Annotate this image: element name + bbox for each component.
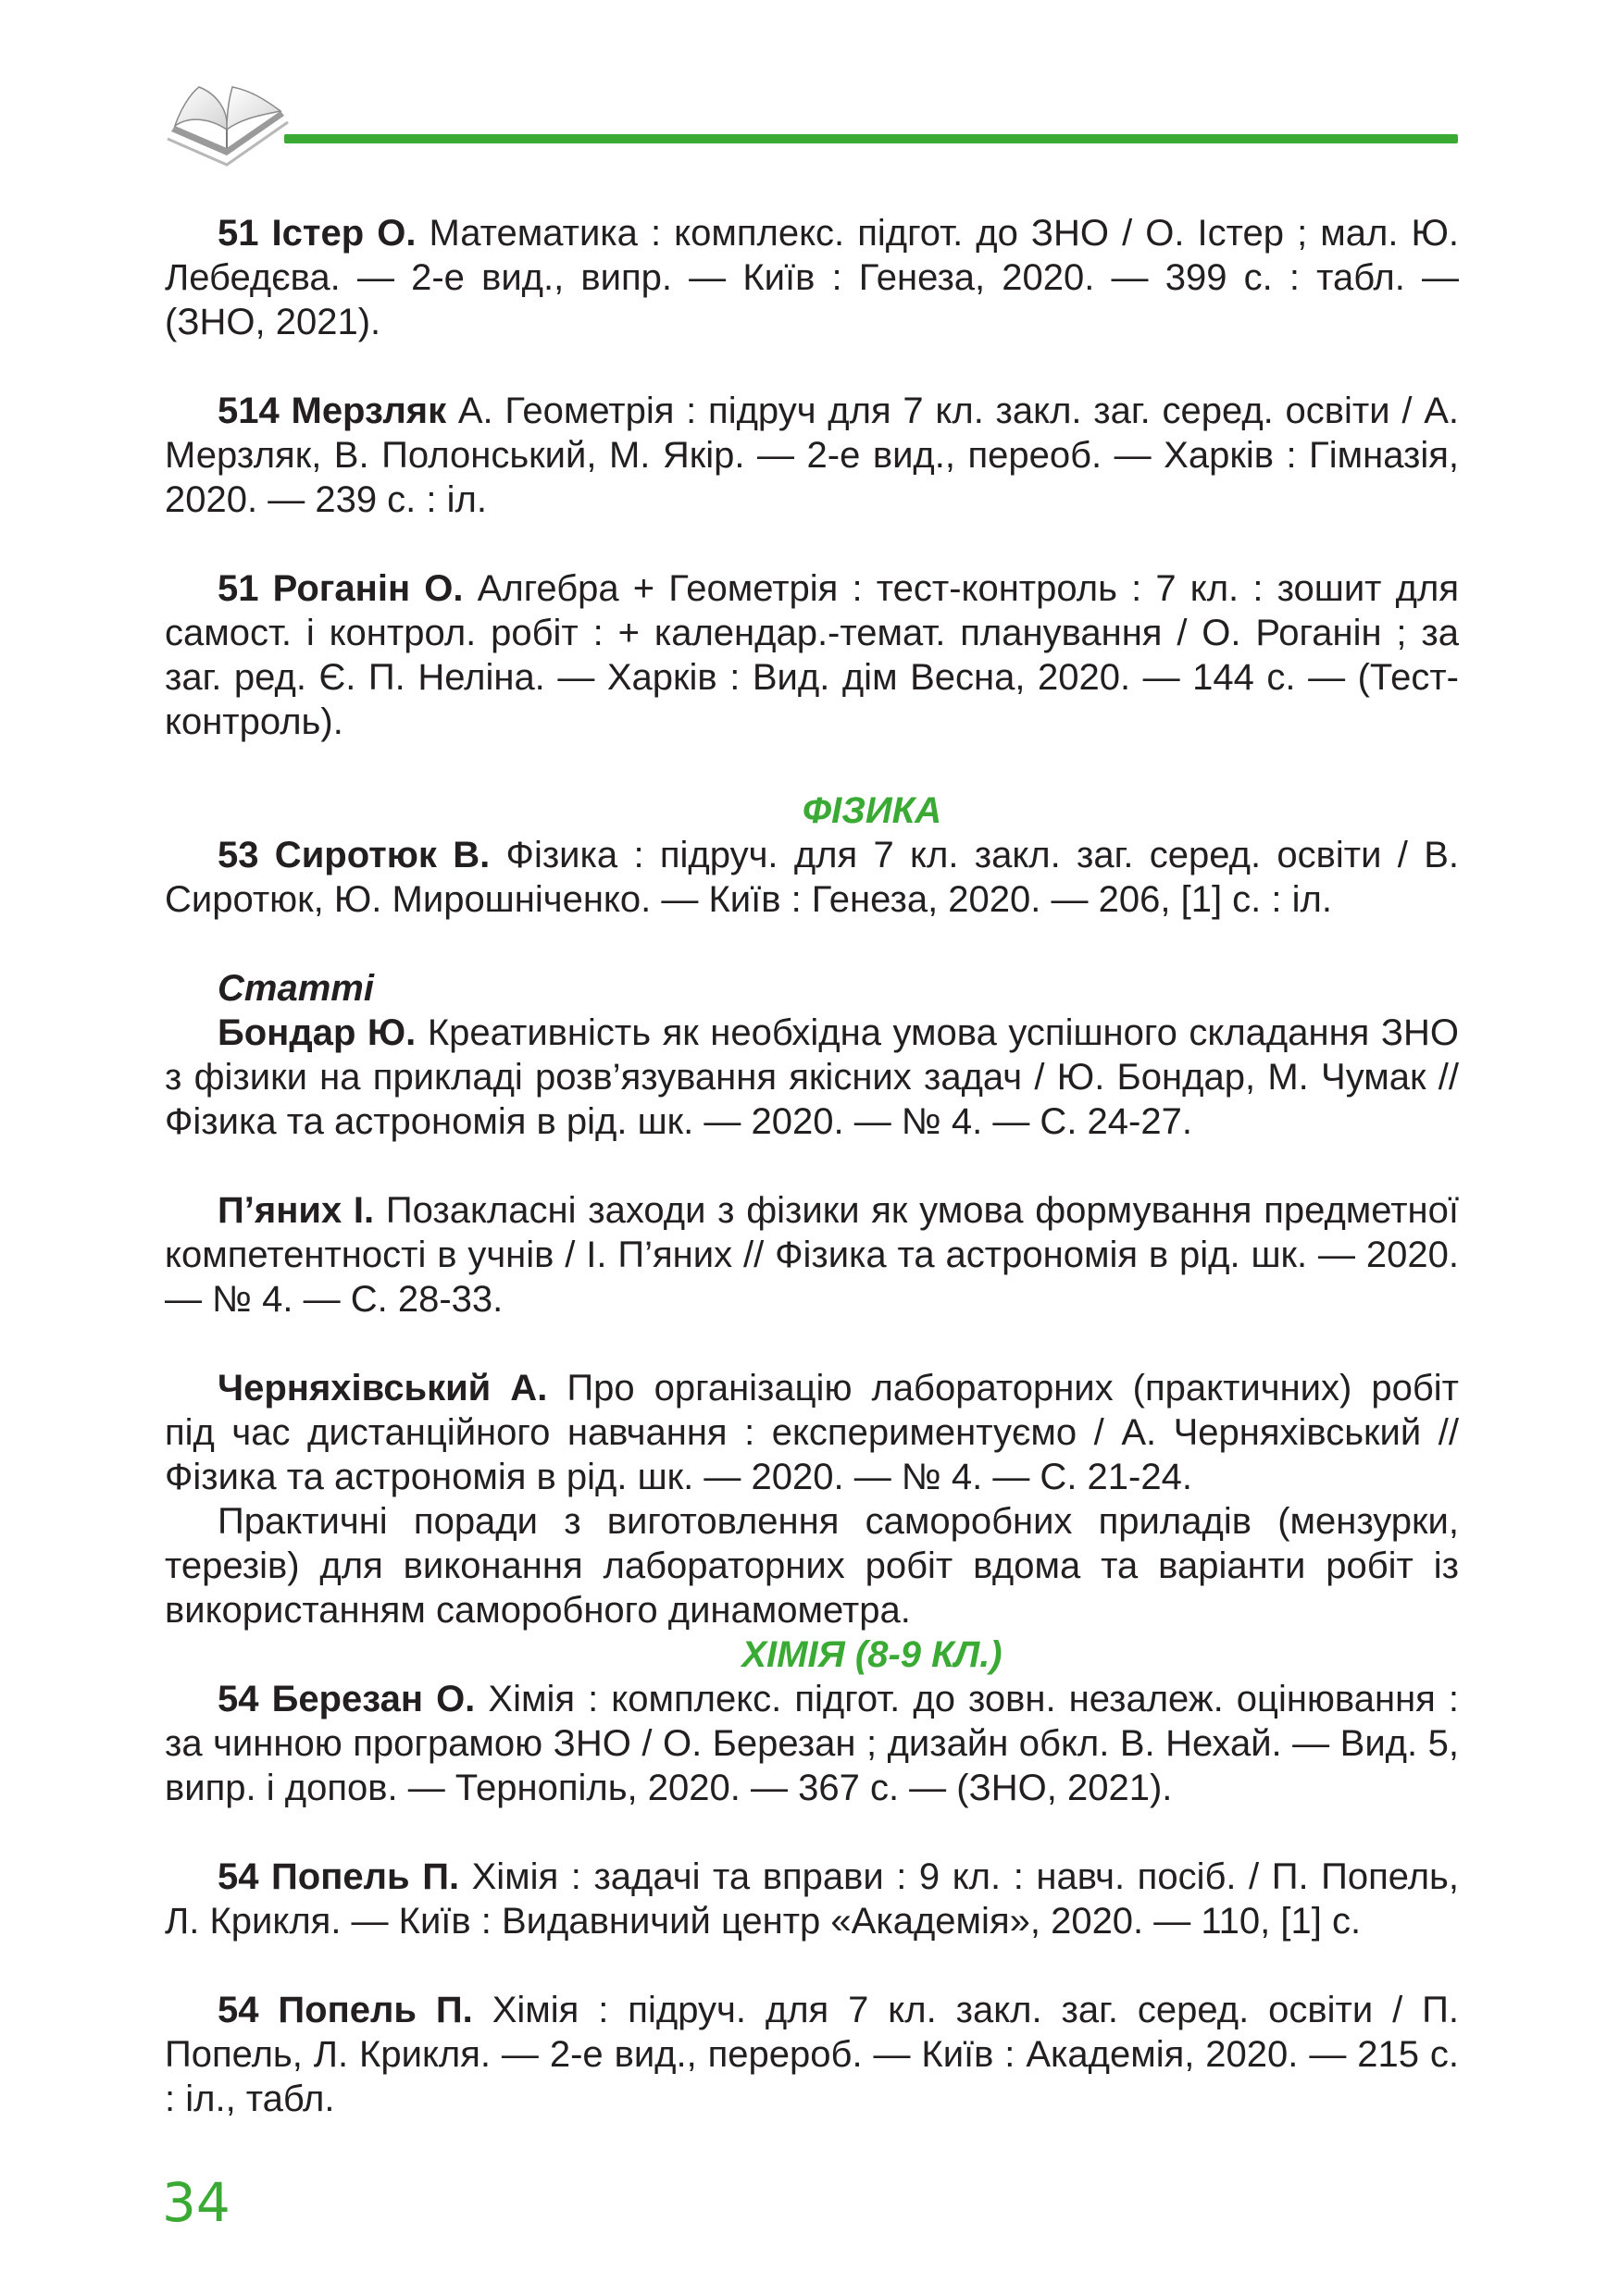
- entry-text: Математика : комплекс. підгот. до ЗНО / О. Істер ; мал. Ю. Лебедєва. — 2-е вид., випр. — Київ : Генеза, 2020. — 399 с. : табл. — (ЗНО, 2021).: [165, 213, 1460, 342]
- entry-author: 54 Березан О.: [218, 1679, 476, 1719]
- entry-author: 514 Мерзляк: [218, 391, 447, 431]
- bib-entry: [165, 833, 1459, 922]
- header-rule: [284, 134, 1458, 143]
- entry-text: А. Геометрія : підруч для 7 кл. закл. заг. серед. освіти / А. Мерзляк, В. Полонський, М. Якір. — 2-е вид., переоб. — Харків : Гімназія, 2020. — 239 с. : іл.: [165, 391, 1459, 520]
- entry-author: 51 Істер О.: [218, 213, 417, 254]
- entry-text: Хімія : задачі та вправи : 9 кл. : навч. посіб. / П. Попель, Л. Крикля. — Київ : Видавничий центр «Академія», 2020. — 110, [1] с.: [165, 1856, 1459, 1942]
- bib-entry: [165, 1855, 1459, 1943]
- bib-entry: [165, 1677, 1459, 1810]
- entry-text: Креативність як необхідна умова успішного складання ЗНО з фізики на прикладі розв’язування якісних задач / Ю. Бондар, М. Чумак // Фізика та астрономія в рід. шк. — 2020. — № 4. — С. 24-27.: [165, 1012, 1460, 1142]
- bib-entry: [165, 1011, 1459, 1144]
- entry-text: Хімія : підруч. для 7 кл. закл. заг. серед. освіти / П. Попель, Л. Крикля. — 2-е вид., перероб. — Київ : Академія, 2020. — 215 с. : іл., табл.: [165, 1990, 1459, 2119]
- page-header: [162, 74, 1458, 176]
- section-title-physics: ФІЗИКА: [802, 790, 942, 831]
- section-title-chemistry: ХІМІЯ (8-9 КЛ.): [741, 1634, 1003, 1675]
- bib-entry: [165, 1366, 1459, 1499]
- bib-entry: [165, 1188, 1459, 1322]
- open-book-icon: [162, 74, 292, 171]
- bib-entry: [165, 211, 1459, 344]
- bib-entry: [165, 1988, 1459, 2121]
- page-content: [165, 211, 1459, 2121]
- entry-author: Черняхівський А.: [218, 1368, 548, 1409]
- entry-text: Позакласні заходи з фізики як умова формування предметної компетентності в учнів / І. П’яних // Фізика та астрономія в рід. шк. — 2020. — № 4. — С. 28-33.: [165, 1190, 1459, 1320]
- entry-author: П’яних І.: [218, 1190, 375, 1231]
- entry-author: 51 Роганін О.: [218, 568, 464, 609]
- entry-author: 54 Попель П.: [218, 1856, 460, 1897]
- entry-text: Фізика : підруч. для 7 кл. закл. заг. серед. освіти / В. Сиротюк, Ю. Мирошніченко. — Київ : Генеза, 2020. — 206, [1] с. : іл.: [165, 835, 1459, 920]
- articles-subheading: Статті: [218, 968, 374, 1009]
- entry-author: Бондар Ю.: [218, 1012, 417, 1053]
- bib-entry: [165, 566, 1459, 744]
- entry-text: Алгебра + Геометрія : тест-контроль : 7 кл. : зошит для самост. і контрол. робіт : + календар.-темат. планування / О. Роганін ; за заг. ред. Є. П. Неліна. — Харків : Вид. дім Весна, 2020. — 144 с. — (Тест-контроль).: [165, 568, 1460, 742]
- entry-author: 54 Попель П.: [218, 1990, 473, 2030]
- entry-text: Про організацію лабораторних (практичних) робіт під час дистанційного навчання : експериментуємо / А. Черняхівський // Фізика та астрономія в рід. шк. — 2020. — № 4. — С. 21-24.: [165, 1368, 1459, 1497]
- entry-annotation: Практичні поради з виготовлення саморобних приладів (мензурки, терезів) для виконання лабораторних робіт вдома та варіанти робіт із використанням саморобного динамометра.: [165, 1501, 1459, 1631]
- bib-entry: [165, 389, 1459, 522]
- entry-author: 53 Сиротюк В.: [218, 835, 491, 875]
- entry-text: Хімія : комплекс. підгот. до зовн. незалеж. оцінювання : за чинною програмою ЗНО / О. Березан ; дизайн обкл. В. Нехай. — Вид. 5, випр. і допов. — Тернопіль, 2020. — 367 с. — (ЗНО, 2021).: [165, 1679, 1460, 1808]
- page-number: 34: [162, 2171, 230, 2234]
